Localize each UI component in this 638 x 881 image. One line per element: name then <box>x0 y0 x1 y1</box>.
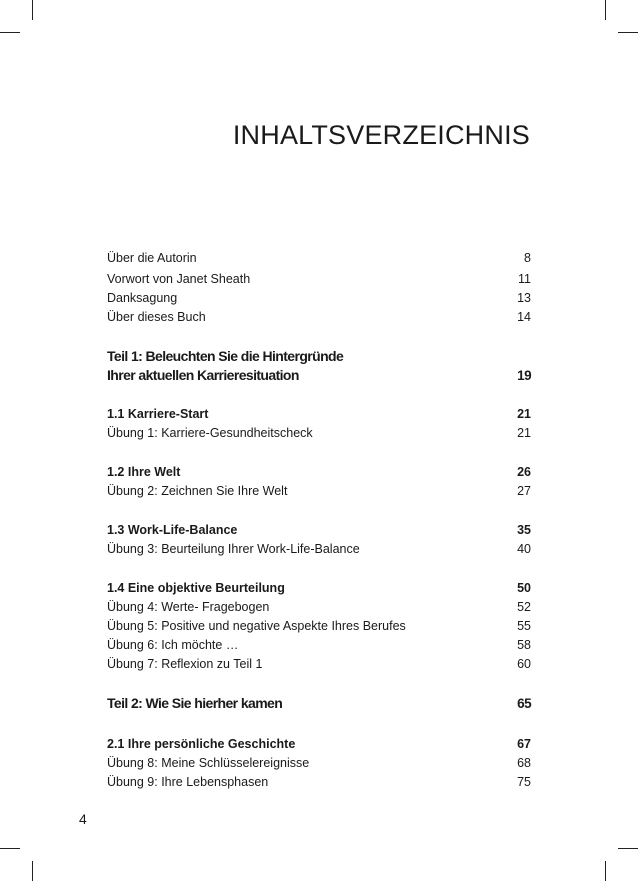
crop-mark <box>618 848 638 849</box>
toc-entry-page: 11 <box>518 272 531 286</box>
toc-entry <box>107 636 531 655</box>
toc-entry-page: 52 <box>517 600 531 614</box>
toc-entry <box>107 424 531 443</box>
toc-entry-page: 13 <box>517 291 531 305</box>
toc-section-page: 50 <box>517 581 531 595</box>
toc-entry-page: 27 <box>517 484 531 498</box>
toc-part-heading <box>107 347 531 385</box>
toc-section <box>107 521 531 540</box>
toc-entry-title: Übung 5: Positive und negative Aspekte Ihres Berufes <box>107 619 406 633</box>
crop-mark <box>32 0 33 20</box>
toc-section-title: 1.1 Karriere-Start <box>107 407 209 421</box>
toc-entry <box>107 540 531 559</box>
toc-part-title-line: Ihrer aktuellen Karrieresituation <box>107 367 299 383</box>
toc-entry-title: Vorwort von Janet Sheath <box>107 272 251 286</box>
toc-entry-page: 68 <box>517 756 531 770</box>
toc-section-page: 21 <box>517 407 531 421</box>
toc-entry <box>107 482 531 501</box>
toc-entry-title: Übung 8: Meine Schlüsselereignisse <box>107 756 310 770</box>
toc-section <box>107 735 531 754</box>
toc-section <box>107 579 531 598</box>
toc-part-title-line: Teil 1: Beleuchten Sie die Hintergründe <box>107 348 344 364</box>
crop-mark <box>605 861 606 881</box>
toc-entry-title: Übung 9: Ihre Lebensphasen <box>107 775 269 789</box>
toc-entry <box>107 308 531 327</box>
page-title: INHALTSVERZEICHNIS <box>232 120 530 150</box>
toc-section-title: 1.3 Work-Life-Balance <box>107 523 238 537</box>
toc-entry <box>107 655 531 674</box>
toc-section <box>107 463 531 482</box>
toc-section-title: 1.2 Ihre Welt <box>107 465 181 479</box>
toc-entry-page: 58 <box>517 638 531 652</box>
toc-entry-title: Danksagung <box>107 291 178 305</box>
toc-section-page: 35 <box>517 523 531 537</box>
toc-entry <box>107 754 531 773</box>
toc-entry-title: Übung 3: Beurteilung Ihrer Work-Life-Balance <box>107 542 360 556</box>
toc-entry-title: Übung 6: Ich möchte … <box>107 638 239 652</box>
toc-entry-page: 8 <box>524 251 531 265</box>
crop-mark <box>0 848 20 849</box>
crop-mark <box>0 32 20 33</box>
toc-entry-page: 60 <box>517 657 531 671</box>
toc-part-page: 65 <box>517 696 531 711</box>
toc-part-title-line: Teil 2: Wie Sie hierher kamen <box>107 695 283 711</box>
toc-entry-title: Über dieses Buch <box>107 310 206 324</box>
toc-section-page: 26 <box>517 465 531 479</box>
toc-entry-page: 75 <box>517 775 531 789</box>
crop-mark <box>618 32 638 33</box>
toc-section-title: 1.4 Eine objektive Beurteilung <box>107 581 285 595</box>
page-number: 4 <box>79 811 87 827</box>
toc-section-title: 2.1 Ihre persönliche Geschichte <box>107 737 296 751</box>
toc-section-page: 67 <box>517 737 531 751</box>
toc-entry <box>107 773 531 792</box>
toc-part-heading <box>107 694 531 713</box>
toc-entry <box>107 249 531 268</box>
toc-part-page: 19 <box>517 368 531 383</box>
toc-entry-page: 14 <box>517 310 531 324</box>
toc-entry-title: Übung 4: Werte- Fragebogen <box>107 600 270 614</box>
toc-section <box>107 405 531 424</box>
crop-mark <box>605 0 606 20</box>
toc-entry-title: Über die Autorin <box>107 251 197 265</box>
toc-entry-page: 55 <box>517 619 531 633</box>
crop-mark <box>32 861 33 881</box>
toc-entry-title: Übung 1: Karriere-Gesundheitscheck <box>107 426 313 440</box>
toc-entry-title: Übung 7: Reflexion zu Teil 1 <box>107 657 263 671</box>
toc-entry <box>107 270 531 289</box>
toc-entry-page: 21 <box>517 426 531 440</box>
toc-entry <box>107 289 531 308</box>
toc-entry-title: Übung 2: Zeichnen Sie Ihre Welt <box>107 484 288 498</box>
toc-entry <box>107 598 531 617</box>
toc-entry-page: 40 <box>517 542 531 556</box>
toc-entry <box>107 617 531 636</box>
